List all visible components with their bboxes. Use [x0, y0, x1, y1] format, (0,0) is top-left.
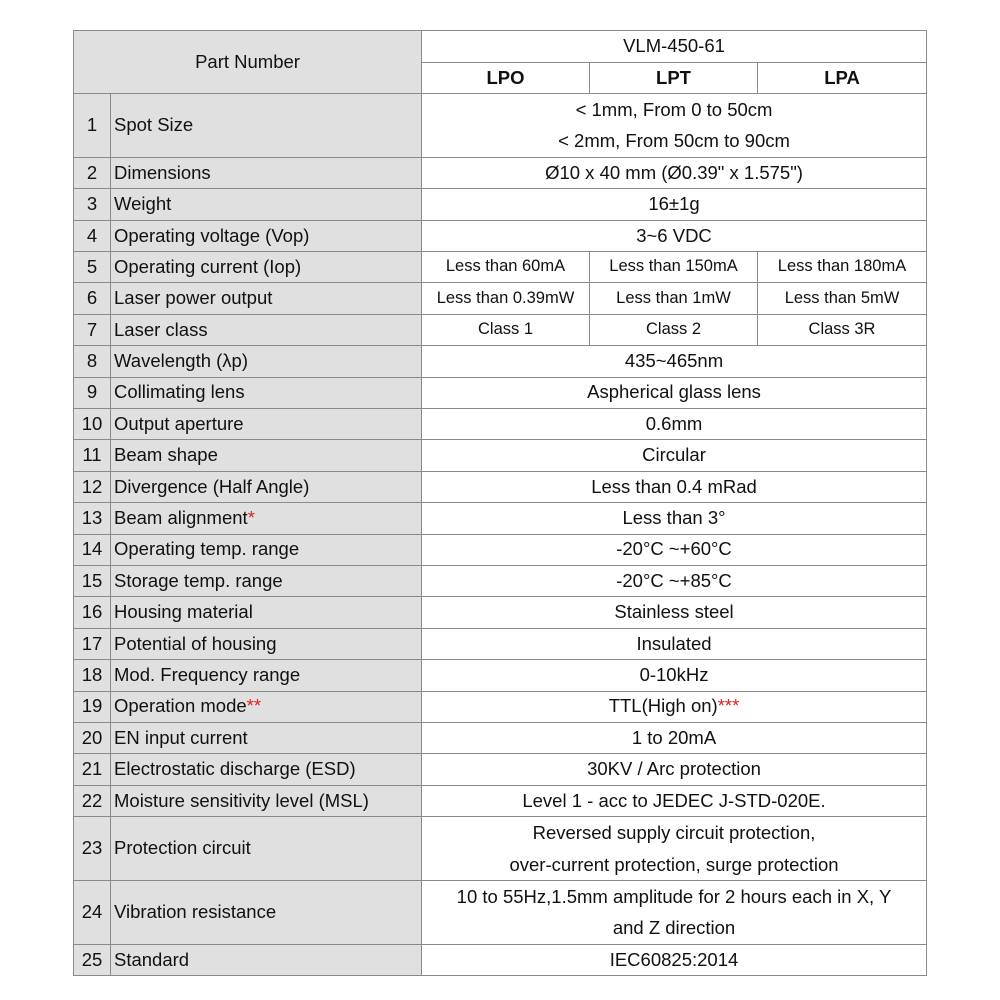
- value-text: 16±1g: [648, 193, 700, 215]
- value-text: 30KV / Arc protection: [587, 758, 761, 780]
- table-row: [74, 314, 927, 345]
- parameter-cell: [111, 722, 422, 753]
- value-cell: [422, 409, 927, 440]
- row-number: 13: [74, 503, 111, 534]
- value-cell: [422, 785, 927, 816]
- parameter-label: Housing material: [114, 601, 253, 623]
- table-row: [74, 94, 927, 158]
- parameter-cell: [111, 440, 422, 471]
- parameter-label: Protection circuit: [114, 837, 251, 859]
- value-line: over-current protection, surge protection: [509, 853, 839, 875]
- row-number: 10: [74, 409, 111, 440]
- value-text: TTL(High on): [608, 695, 718, 717]
- row-number: 22: [74, 785, 111, 816]
- parameter-label: Electrostatic discharge (ESD): [114, 758, 356, 780]
- value-cell: [422, 346, 927, 377]
- value-cell: Less than 60mA: [422, 252, 590, 283]
- value-cell: [422, 565, 927, 596]
- parameter-label: Laser class: [114, 318, 208, 340]
- row-number: 3: [74, 189, 111, 220]
- parameter-cell: [111, 660, 422, 691]
- row-number: 12: [74, 471, 111, 502]
- row-number: 25: [74, 944, 111, 975]
- row-number: 18: [74, 660, 111, 691]
- row-number: 7: [74, 314, 111, 345]
- parameter-label: Vibration resistance: [114, 901, 277, 923]
- parameter-cell: [111, 252, 422, 283]
- value-cell: [422, 754, 927, 785]
- spec-table-body: [74, 94, 927, 976]
- row-number: 6: [74, 283, 111, 314]
- parameter-cell: [111, 346, 422, 377]
- value-cell: [422, 157, 927, 188]
- footnote-marker: *: [247, 507, 255, 529]
- row-number: 1: [74, 94, 111, 158]
- value-text: 0.6mm: [645, 412, 703, 434]
- value-cell: Less than 180mA: [758, 252, 927, 283]
- value-cell: Class 2: [590, 314, 758, 345]
- value-text: Less than 0.4 mRad: [591, 475, 757, 497]
- value-cell: [422, 471, 927, 502]
- value-text: -20°C ~+85°C: [616, 569, 732, 591]
- parameter-label: Output aperture: [114, 412, 244, 434]
- value-cell: [422, 597, 927, 628]
- spec-table-header: [74, 31, 927, 94]
- variant-lpt: LPT: [590, 63, 758, 94]
- parameter-cell: [111, 220, 422, 251]
- table-row: [74, 283, 927, 314]
- parameter-label: Operating voltage (Vop): [114, 224, 310, 246]
- table-row: [74, 534, 927, 565]
- value-text: Level 1 - acc to JEDEC J-STD-020E.: [522, 789, 826, 811]
- table-row: [74, 409, 927, 440]
- parameter-label: Storage temp. range: [114, 569, 283, 591]
- value-cell: Less than 0.39mW: [422, 283, 590, 314]
- parameter-cell: [111, 157, 422, 188]
- table-row: [74, 157, 927, 188]
- value-text: Circular: [642, 444, 706, 466]
- value-cell: [422, 440, 927, 471]
- parameter-label: Operation mode: [114, 695, 247, 717]
- variant-lpa: LPA: [758, 63, 927, 94]
- parameter-cell: [111, 817, 422, 881]
- parameter-cell: [111, 471, 422, 502]
- parameter-label: Mod. Frequency range: [114, 663, 301, 685]
- parameter-cell: [111, 880, 422, 944]
- table-row: [74, 346, 927, 377]
- value-cell: [422, 880, 927, 944]
- row-number: 17: [74, 628, 111, 659]
- parameter-label: Divergence (Half Angle): [114, 475, 310, 497]
- parameter-label: Spot Size: [114, 114, 194, 136]
- parameter-cell: [111, 503, 422, 534]
- value-text: Aspherical glass lens: [587, 381, 761, 403]
- value-text: Insulated: [636, 632, 712, 654]
- value-text: 3~6 VDC: [636, 224, 712, 246]
- table-row: [74, 722, 927, 753]
- value-text: Ø10 x 40 mm (Ø0.39" x 1.575"): [545, 161, 803, 183]
- table-row: [74, 565, 927, 596]
- table-row: [74, 691, 927, 722]
- value-text: Less than 3°: [622, 507, 726, 529]
- table-row: [74, 660, 927, 691]
- value-line: 10 to 55Hz,1.5mm amplitude for 2 hours each in X, Y: [456, 885, 892, 907]
- table-row: [74, 880, 927, 944]
- row-number: 2: [74, 157, 111, 188]
- table-row: [74, 785, 927, 816]
- value-line: and Z direction: [612, 917, 736, 939]
- footnote-marker: **: [246, 695, 262, 717]
- spec-table: [73, 30, 927, 976]
- table-row: [74, 503, 927, 534]
- value-cell: Class 3R: [758, 314, 927, 345]
- value-line: < 2mm, From 50cm to 90cm: [558, 130, 790, 152]
- row-number: 15: [74, 565, 111, 596]
- part-number-label: Part Number: [74, 31, 422, 94]
- parameter-cell: [111, 94, 422, 158]
- row-number: 24: [74, 880, 111, 944]
- value-cell: [422, 817, 927, 881]
- row-number: 19: [74, 691, 111, 722]
- parameter-label: Operating current (Iop): [114, 255, 302, 277]
- parameter-cell: [111, 785, 422, 816]
- table-row: [74, 597, 927, 628]
- value-cell: [422, 944, 927, 975]
- value-text: 1 to 20mA: [631, 726, 717, 748]
- value-text: Stainless steel: [614, 601, 734, 623]
- parameter-cell: [111, 189, 422, 220]
- row-number: 11: [74, 440, 111, 471]
- value-cell: Less than 150mA: [590, 252, 758, 283]
- parameter-cell: [111, 691, 422, 722]
- parameter-label: Operating temp. range: [114, 538, 300, 560]
- table-row: [74, 471, 927, 502]
- table-row: [74, 754, 927, 785]
- value-cell: Class 1: [422, 314, 590, 345]
- variant-lpo: LPO: [422, 63, 590, 94]
- value-text: IEC60825:2014: [609, 948, 739, 970]
- value-cell: [422, 722, 927, 753]
- row-number: 16: [74, 597, 111, 628]
- value-cell: [422, 503, 927, 534]
- parameter-label: Collimating lens: [114, 381, 245, 403]
- row-number: 8: [74, 346, 111, 377]
- row-number: 20: [74, 722, 111, 753]
- value-text: 0-10kHz: [639, 663, 709, 685]
- parameter-cell: [111, 534, 422, 565]
- parameter-label: Dimensions: [114, 161, 211, 183]
- parameter-label: Wavelength (λp): [114, 350, 249, 372]
- value-cell: [422, 377, 927, 408]
- parameter-cell: [111, 628, 422, 659]
- table-row: [74, 189, 927, 220]
- parameter-cell: [111, 754, 422, 785]
- table-row: [74, 440, 927, 471]
- parameter-label: Laser power output: [114, 287, 273, 309]
- value-text: -20°C ~+60°C: [616, 538, 732, 560]
- value-line: Reversed supply circuit protection,: [532, 822, 816, 844]
- parameter-label: Potential of housing: [114, 632, 277, 654]
- table-row: [74, 377, 927, 408]
- parameter-label: Beam shape: [114, 444, 218, 466]
- row-number: 4: [74, 220, 111, 251]
- table-row: [74, 628, 927, 659]
- value-cell: [422, 220, 927, 251]
- footnote-marker: ***: [717, 695, 740, 717]
- parameter-cell: [111, 409, 422, 440]
- parameter-label: EN input current: [114, 726, 248, 748]
- value-cell: Less than 5mW: [758, 283, 927, 314]
- parameter-label: Weight: [114, 193, 172, 215]
- parameter-cell: [111, 597, 422, 628]
- table-row: [74, 252, 927, 283]
- row-number: 23: [74, 817, 111, 881]
- model-number: VLM-450-61: [422, 31, 927, 63]
- value-cell: Less than 1mW: [590, 283, 758, 314]
- parameter-label: Beam alignment: [114, 507, 248, 529]
- value-line: < 1mm, From 0 to 50cm: [575, 99, 773, 120]
- parameter-label: Moisture sensitivity level (MSL): [114, 789, 369, 811]
- value-cell: [422, 94, 927, 158]
- row-number: 9: [74, 377, 111, 408]
- value-cell: [422, 189, 927, 220]
- value-cell: [422, 534, 927, 565]
- parameter-label: Standard: [114, 948, 190, 970]
- table-row: [74, 220, 927, 251]
- value-text: 435~465nm: [624, 350, 724, 372]
- parameter-cell: [111, 283, 422, 314]
- row-number: 5: [74, 252, 111, 283]
- value-cell: [422, 691, 927, 722]
- parameter-cell: [111, 944, 422, 975]
- row-number: 14: [74, 534, 111, 565]
- parameter-cell: [111, 565, 422, 596]
- parameter-cell: [111, 314, 422, 345]
- table-row: [74, 817, 927, 881]
- value-cell: [422, 660, 927, 691]
- value-cell: [422, 628, 927, 659]
- row-number: 21: [74, 754, 111, 785]
- table-row: [74, 944, 927, 975]
- parameter-cell: [111, 377, 422, 408]
